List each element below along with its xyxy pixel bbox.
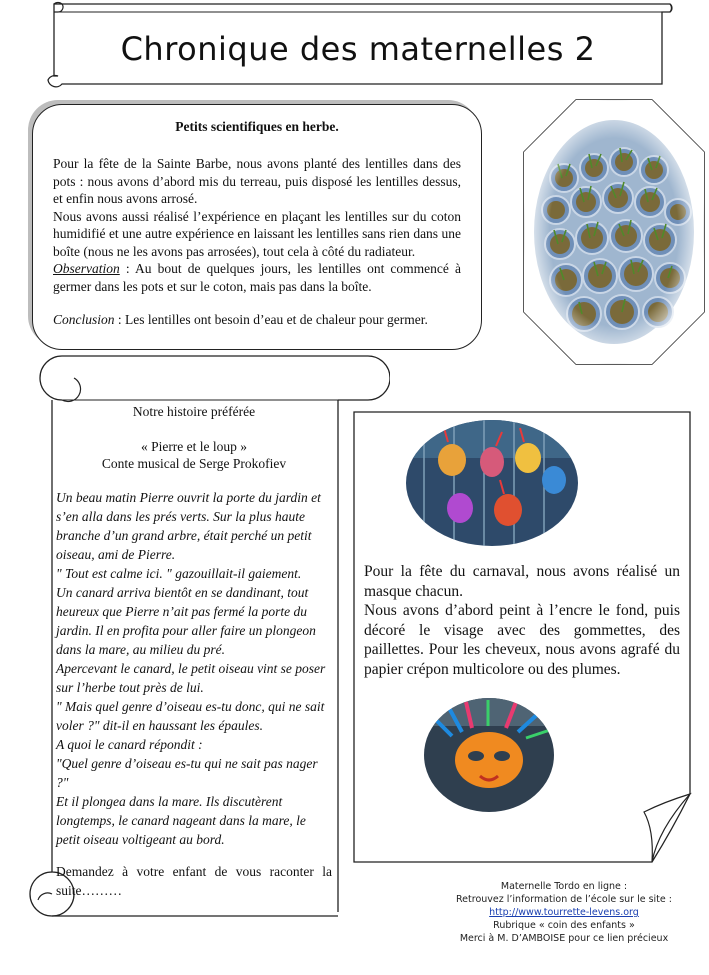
site-link[interactable]: http://www.tourrette-levens.org xyxy=(489,907,639,918)
story-title-block xyxy=(56,438,332,472)
footer-line-4: Merci à M. D’AMBOISE pour ce lien précieux xyxy=(459,933,669,944)
story-line: Et il plongea dans la mare. Ils discutèrent longtemps, le canard nageant dans la mare, le petit oiseau voltigeant au bord. xyxy=(56,794,306,847)
feather-mask-photo xyxy=(422,696,556,814)
science-paragraph-2: Nous avons aussi réalisé l’expérience en plaçant les lentilles sur du coton humidifié et une autre expérience en laissant les lentilles sans rien dans une boîte (nous ne les avons pas arrosées), tout cela à côté du radiateur. xyxy=(53,208,461,259)
conclusion-label: Conclusion xyxy=(53,312,115,327)
story-closing: Demandez à votre enfant de vous raconter la suite……… xyxy=(56,864,332,898)
science-box xyxy=(32,104,482,350)
carnival-text xyxy=(364,562,680,679)
story-line: " Tout est calme ici. " gazouillait-il gaiement. xyxy=(56,566,302,581)
carnival-line-1: Pour la fête du carnaval, nous avons réalisé un masque chacun. xyxy=(364,563,680,600)
observation-label: Observation xyxy=(53,261,120,276)
story-line: " Mais quel genre d’oiseau es-tu donc, qui ne sait voler ?" dit-il en haussant les épaules. xyxy=(56,699,325,733)
footer xyxy=(444,880,684,945)
footer-line-1: Maternelle Tordo en ligne : xyxy=(500,881,628,892)
story-heading: Notre histoire préférée xyxy=(132,404,256,419)
observation-text: : Au bout de quelques jours, les lentilles ont commencé à germer dans les pots et sur le coton, mais pas dans la boîte. xyxy=(53,261,461,294)
lentil-pots-photo xyxy=(522,98,706,366)
footer-line-3: Rubrique « coin des enfants » xyxy=(493,920,635,931)
conclusion-text: : Les lentilles ont besoin d’eau et de chaleur pour germer. xyxy=(114,312,428,327)
story-text xyxy=(56,488,332,849)
science-conclusion xyxy=(53,311,461,329)
footer-line-2: Retrouvez l’information de l’école sur le site : xyxy=(456,894,672,905)
science-title: Petits scientifiques en herbe. xyxy=(175,119,339,134)
story-title: « Pierre et le loup » xyxy=(140,439,248,454)
story-line: A quoi le canard répondit : xyxy=(56,737,203,752)
story-line: "Quel genre d’oiseau es-tu qui ne sait pas nager ?" xyxy=(56,756,318,790)
story-line: Apercevant le canard, le petit oiseau vint se poser sur l’herbe tout près de lui. xyxy=(56,661,326,695)
page-title: Chronique des maternelles 2 xyxy=(120,30,596,68)
science-paragraph-1: Pour la fête de la Sainte Barbe, nous avons planté des lentilles dans des pots : nous avons d’abord mis du terreau, puis disposé les lentilles dessus, et enfin nous avons arrosé. xyxy=(53,156,461,206)
story-line: Un canard arriva bientôt en se dandinant, tout heureux que Pierre n’ait pas fermé la porte du jardin. Il en profita pour aller faire un plongeon dans la mare, au milieu du pré. xyxy=(56,585,316,657)
story-subtitle: Conte musical de Serge Prokofiev xyxy=(101,456,287,471)
carnival-line-2: Nous avons d’abord peint à l’encre le fond, puis décoré le visage avec des gommettes, des paillettes. Pour les cheveux, nous avons agrafé du papier crépon multicolore ou des plumes. xyxy=(364,602,680,678)
story-line: Un beau matin Pierre ouvrit la porte du jardin et s’en alla dans les prés verts. Sur la plus haute branche d’un grand arbre, était perché un petit oiseau, ami de Pierre. xyxy=(56,490,321,562)
science-observation xyxy=(53,260,461,295)
carnival-masks-photo xyxy=(404,418,580,548)
